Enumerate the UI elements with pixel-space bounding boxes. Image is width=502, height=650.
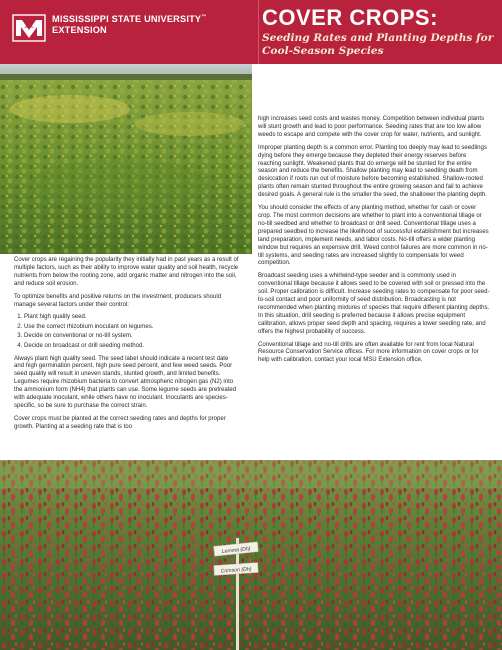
list-item: 2. Use the correct rhizobium inoculant on legumes. [24, 324, 240, 332]
extension-name: EXTENSION [52, 25, 107, 35]
list-item: 4. Decide on broadcast or drill seeding method. [24, 343, 240, 351]
factors-list [14, 314, 240, 350]
intro-paragraph: Cover crops are regaining the popularity they initially had in past years as a result of multiple factors, such as their ability to improve water quality and soil health, recycle nutrients from below the rooting zone, add organic matter and nitrogen into the soil, and reduce soil erosion. [14, 257, 239, 287]
seeding-rate-paragraph: Cover crops must be planted at the correct seeding rates and depths for proper growth. Planting at a seeding rate that is too [14, 415, 226, 430]
page-title: COVER CROPS: [262, 5, 438, 30]
header-banner [0, 0, 502, 64]
plot-marker-label-1: Lemma (Dh) [221, 546, 251, 555]
list-item: 3. Decide on conventional or no-till system. [24, 333, 240, 341]
crimson-clover-field-photo [0, 460, 502, 650]
cover-crop-field-photo [0, 64, 252, 254]
left-text-column [14, 257, 240, 437]
right-text-column [258, 116, 490, 370]
seeding-rate-continued-paragraph: high increases seed costs and wastes money. Competition between individual plants will stunt growth and lead to poor performance. Seeding rates that are too low allow weeds to escape and compete with the cover crop for water, nutrients, and sunlight. [258, 116, 485, 138]
university-name: MISSISSIPPI STATE UNIVERSITY™ [52, 14, 207, 24]
equipment-rental-paragraph: Conventional tillage and no-till drills are often available for rent from local Natural Resource Conservation Service offices. For more information on cover crops or for help with calibration, contact your local MSU Extension office. [258, 341, 479, 364]
page-subtitle: Seeding Rates and Planting Depths for Cool-Season Species [262, 32, 494, 57]
header-divider [258, 0, 259, 64]
seed-quality-paragraph: Always plant high quality seed. The seed label should indicate a recent test date and high germination percent, high pure seed percent, and few weed seeds. Poor seed quality will result in uneven stands, stunted growth, and limited benefits. Legumes require rhizobium bacteria to convert atmospheric nitrogen gas (N2) into the ammonium form (NH4) that plants can use. Some legume seeds are pretreated with adequate inoculant, while others have no inoculant. Inoculants are species-specific, so be sure to purchase the correct strain. [14, 355, 237, 409]
broadcast-seeding-paragraph: Broadcast seeding uses a whirlwind-type seeder and is commonly used in conventional tillage because it allows seed to be covered with soil or pressed into the soil. Proper calibration is difficult. Increase seeding rates to compensate for poor seed-to-soil contact and poor uniformity of seed distribution. Broadcasting is not recommended when planting mixtures of species that require different planting depths. In this situation, drill seeding is preferred because it allows precise equipment calibration, allows proper seed depth and spacing, requires a lower seeding rate, and offers the highest probability of success. [258, 273, 490, 335]
planting-depth-paragraph: Improper planting depth is a common error. Planting too deeply may lead to seedlings dying before they emerge because they depleted their energy reserves before reaching sunlight. Weakened plants that do emerge will be stunted for the entire season and reduce the benefits. Shallow planting may lead to seedling death from desiccation if roots run out of moisture before becoming established. Shallow-rooted plants often remain stunted throughout the entire growing season and fail to achieve desired goals. A general rule is the smaller the seed, the shallower the planting depth. [258, 144, 487, 199]
list-item: 1. Plant high quality seed. [24, 314, 240, 322]
mississippi-state-logo-icon [12, 14, 46, 42]
factors-intro-paragraph: To optimize benefits and positive returns on the investment, producers should manage several factors under their control: [14, 293, 222, 308]
plot-marker-label-2: Crimson (Dh) [220, 566, 252, 575]
planting-method-paragraph: You should consider the effects of any planting method, whether for cash or cover crop. The most common decisions are whether to plant into a conventional tillage or no-till seedbed and whether to broadcast or drill seed. Conventional tillage uses a prepared seedbed to increase the likelihood of successful establishment but increases land preparation, implement needs, and labor costs. No-till offers a wider planting window but requires an expensive drill. Weed control failures are more common in no-till systems, and seeding rates are increased slightly to compensate for weed competition. [258, 205, 489, 267]
